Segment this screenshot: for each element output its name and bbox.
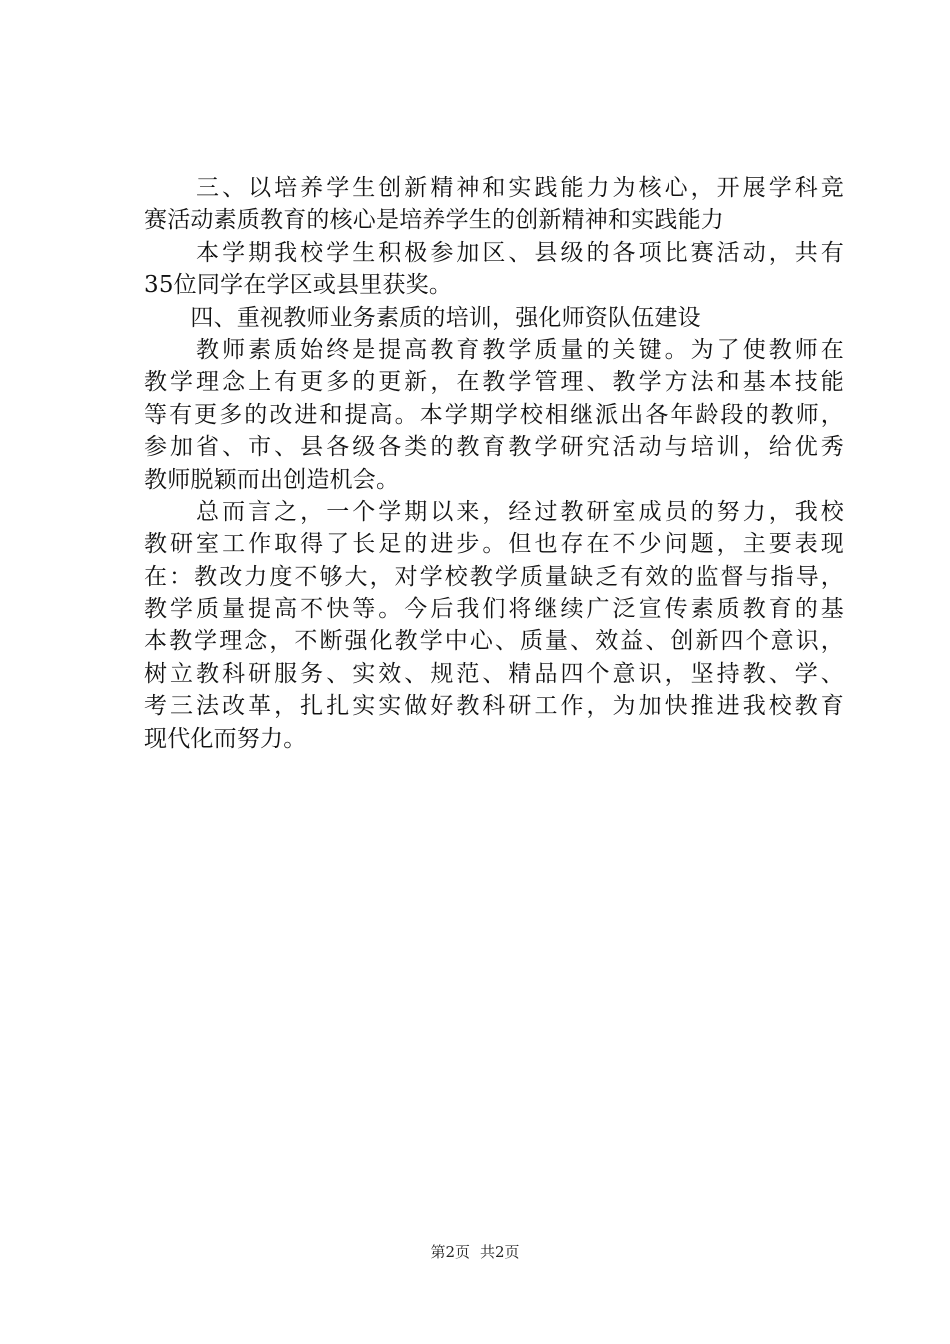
section-3-body-line-1: 本学期我校学生积极参加区、县级的各项比赛活动，共有	[144, 239, 844, 266]
section-4-body-line-2: 教学理念上有更多的更新，在教学管理、教学方法和基本技能	[144, 369, 844, 396]
section-4-body-line-5: 教师脱颖而出创造机会。	[144, 466, 400, 493]
conclusion-line-4: 教学质量提高不快等。今后我们将继续广泛宣传素质教育的基	[144, 596, 844, 623]
conclusion-line-1: 总而言之，一个学期以来，经过教研室成员的努力，我校	[144, 498, 844, 525]
conclusion-line-8: 现代化而努力。	[144, 725, 307, 752]
section-3-heading-line-2: 赛活动素质教育的核心是培养学生的创新精神和实践能力	[144, 207, 724, 234]
conclusion-line-3: 在：教改力度不够大，对学校教学质量缺乏有效的监督与指导，	[144, 563, 844, 590]
section-4-body-line-3: 等有更多的改进和提高。本学期学校相继派出各年龄段的教师，	[144, 401, 844, 428]
conclusion-line-7: 考三法改革，扎扎实实做好教科研工作，为加快推进我校教育	[144, 693, 844, 720]
conclusion-line-6: 树立教科研服务、实效、规范、精品四个意识，坚持教、学、	[144, 660, 844, 687]
page-footer	[0, 1242, 950, 1262]
document-body	[144, 172, 844, 755]
conclusion-line-2: 教研室工作取得了长足的进步。但也存在不少问题，主要表现	[144, 531, 844, 558]
section-4-body-line-4: 参加省、市、县各级各类的教育教学研究活动与培训，给优秀	[144, 434, 844, 461]
section-4-body-line-1: 教师素质始终是提高教育教学质量的关键。为了使教师在	[144, 336, 844, 363]
conclusion-line-5: 本教学理念，不断强化教学中心、质量、效益、创新四个意识，	[144, 628, 844, 655]
section-3-body-line-2: 35位同学在学区或县里获奖。	[144, 272, 453, 299]
page-total: 共2页	[480, 1243, 520, 1261]
section-3-heading-line-1: 三、以培养学生创新精神和实践能力为核心，开展学科竞	[144, 175, 844, 201]
section-4-heading-line-1: 四、重视教师业务素质的培训，强化师资队伍建设	[144, 304, 701, 331]
page-number: 第2页	[430, 1243, 470, 1261]
